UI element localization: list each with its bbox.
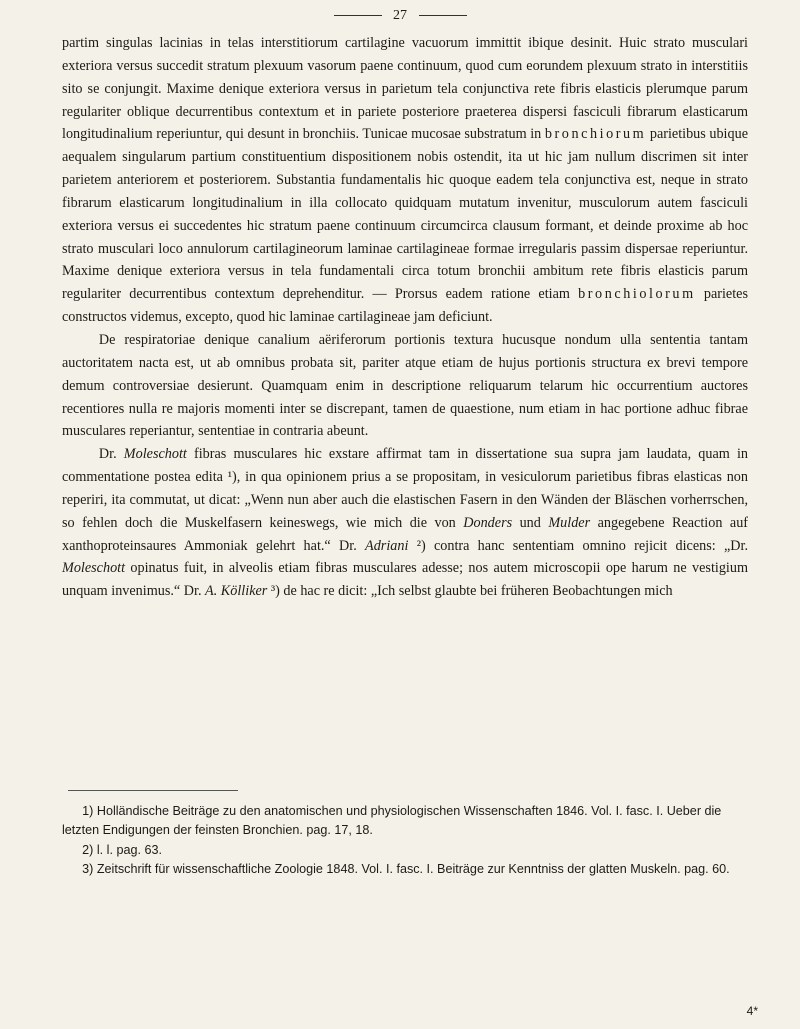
- author-name: Adriani: [365, 537, 409, 554]
- paragraph-3-text-f: opinatus fuit, in alveolis etiam fibras musculares adesse; nos autem microscopii ope harum ne vestigium unquam invenimus.“ Dr.: [62, 560, 748, 600]
- footnote-3: 3) Zeitschrift für wissenschaftliche Zoologie 1848. Vol. I. fasc. I. Beiträge zur Kenntniss der glatten Muskeln. pag. 60.: [82, 861, 730, 876]
- header-rule-left: [334, 15, 382, 16]
- paragraph-3-text-c: und: [512, 514, 549, 531]
- paragraph-3: [62, 443, 748, 603]
- paragraph-1-text-b: parietibus ubique aequalem singularum partium constituentium dispositionem nobis ostendit, ita ut hic jam nullum discrimen sit inter parietem anteriorem et posteriorem. Substantia fundamentalis hic quoque eadem tela conjunctiva est, neque in strato fibrarum elasticarum longitudinalium in illa collocato quidquam mutatum invenitur, musculorum autem fasciculi exteriora versus ei succedentes hic stratum paene continuum circumcirca clausum formant, et deinde proxime ab hoc strato musculari loco annulorum cartilagineorum laminae cartilagineae formae irregularis passim dispersae reperiuntur. Maxime denique exteriora versus in tela fundamentali circa totum bronchii ambitum rete fibris elasticis parum regulariter decurrentibus contextum deprehenditur. — Prorsus eadem ratione etiam: [62, 126, 748, 303]
- author-name: Donders: [463, 514, 513, 531]
- body-text: [62, 32, 748, 603]
- footnote-1: 1) Holländische Beiträge zu den anatomischen und physiologischen Wissenschaften 1846. Vol. I. fasc. I. Ueber die letzten Endigungen der feinsten Bronchien. pag. 17, 18.: [62, 804, 722, 838]
- paragraph-3-text-b: fibras musculares hic exstare affirmat tam in dissertatione sua supra jam laudata, quam in commentatione postea edita ¹), in qua opinionem prius a se propositam, in vesiculorum parietibus fibras elasticas non reperiri, ita commutat, ut dicat: „Wenn nun aber auch die elastischen Fasern in den Wänden der Bläschen vorherrschen, so fehlen doch die Muskelfasern keineswegs, wie mich die von: [62, 446, 749, 531]
- paragraph-1-text-c: parietes constructos videmus, excepto, quod hic laminae cartilagineae jam deficiunt.: [62, 286, 748, 326]
- author-name: Moleschott: [62, 560, 126, 577]
- term-bronchiorum: bronchiorum: [544, 126, 647, 143]
- paragraph-1: [62, 32, 748, 329]
- footnote-2: 2) l. l. pag. 63.: [82, 842, 162, 857]
- paragraph-1-text-a: partim singulas lacinias in telas interstitiorum cartilagine vacuorum immittit ibique desinit. Huic strato musculari exteriora versus succedit stratum plexuum vasorum paene continuum, quod cum eorundem plexuum strato in interstitiis sito se conjungit. Maxime denique exteriora versus in parietum tela conjunctiva rete fibris elasticis plerumque parum regulariter oblique decurrentibus contextum et in pariete posteriore praeterea dispersi fasciculi fibrarum elasticarum longitudinalium reperiuntur, qui desunt in bronchiis. Tunicae mucosae substratum in: [62, 35, 748, 143]
- term-bronchiolorum: bronchiolorum: [578, 286, 696, 303]
- paragraph-3-text-d: angegebene Reaction auf xanthoproteinsaures Ammoniak gelehrt hat.“ Dr.: [62, 514, 749, 554]
- footnotes: [62, 802, 748, 879]
- author-name: A. Kölliker: [205, 583, 268, 600]
- footnote-divider: [68, 790, 238, 791]
- author-name: Moleschott: [123, 446, 187, 463]
- paragraph-3-text-g: ³) de hac re dicit: „Ich selbst glaubte bei früheren Beobachtungen mich: [267, 583, 673, 600]
- signature-mark: 4*: [746, 1004, 758, 1018]
- paragraph-3-text-a: Dr.: [98, 446, 124, 463]
- paragraph-3-text-e: ²) contra hanc sententiam omnino rejicit dicens: „Dr.: [408, 537, 749, 554]
- header-rule-right: [419, 15, 467, 16]
- page-header: [0, 8, 800, 24]
- author-name: Mulder: [548, 514, 591, 531]
- page-number: 27: [393, 8, 407, 23]
- paragraph-2: De respiratoriae denique canalium aëriferorum portionis textura hucusque nondum ulla sententia tantam auctoritatem nacta est, ut ab omnibus probata sit, pariter atque etiam de hujus portionis structura ex brevi tempore demum controversiae desierunt. Quamquam enim in descriptione reliquarum telarum hic occurrentium auctores recentiores nulla re majoris momenti inter se discrepant, tamen de quaestione, num etiam in hac portione adhuc fibrae musculares reperiantur, sententiae in contraria abeunt.: [62, 331, 748, 440]
